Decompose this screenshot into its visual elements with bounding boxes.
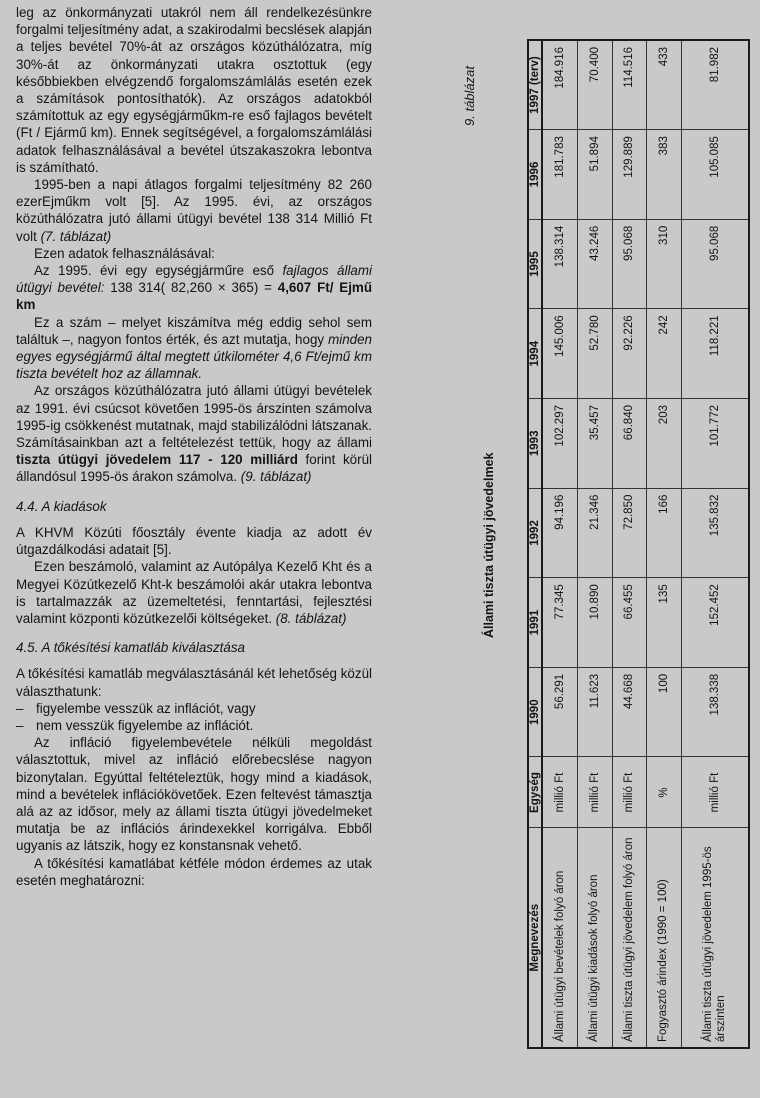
table-cell: 152.452 [681, 578, 749, 668]
column-header-year: 1990 [528, 667, 542, 757]
table-cell: 10.890 [578, 578, 613, 668]
revenue-table [527, 39, 750, 1049]
table-cell: 310 [647, 219, 682, 309]
table-cell: 44.668 [612, 667, 647, 757]
paragraph: leg az önkormányzati utakról nem áll rendelkezésünkre forgalmi teljesítmény adat, a szakirodalmi becslések alapján a teljes bevétel 70%-át az országos közúthálózatra, míg 30%-át az önkormányzati utakra osztottuk (egy későbbiekben elvégzendő forgalomszámlálás esetén ezek a számítások pontosíthatók). Az országos adatokból számítottuk az egy egységjárműkm-re eső fajlagos bevételt (Ft / Ejármű km). Ennek segítségével, a forgalomszámlálási adatok felhasználásával a bevétel útszakaszokra lebontva is számítható. [16, 5, 372, 175]
table-cell: 135 [647, 578, 682, 668]
table-cell: 129.889 [612, 130, 647, 220]
paragraph: A tőkésítési kamatláb megválasztásánál két lehetőség közül választhatunk: [16, 666, 372, 699]
table-row [647, 40, 682, 1048]
table-cell: 77.345 [542, 578, 578, 668]
table-cell: 181.783 [542, 130, 578, 220]
paragraph: Ez a szám – melyet kiszámítva még eddig sehol sem találtuk –, nagyon fontos érték, és azt mutatja, hogy minden egyes egységjármű által megtett útkilométer 4,6 Ft/ejmű km tiszta bevételt hoz az államnak. [16, 314, 372, 382]
table-cell: 166 [647, 488, 682, 578]
table-cell: 102.297 [542, 399, 578, 489]
paragraph: Az országos közúthálózatra jutó állami útügyi bevételek az 1991. évi csúcsot követően 1995-ös árszinten számolva 1995-ig csökkenést mutatnak, majd stabilizálódni látszanak. Számításainkban azt a feltételezést tettük, hogy az állami tiszta útügyi jövedelem 117 - 120 milliárd forint körül állandósul 1995-ös árakon számolva. (9. táblázat) [16, 383, 373, 485]
table-cell: 81.982 [681, 40, 749, 130]
paragraph: A tőkésítési kamatlábat kétféle módon érdemes az utak esetén meghatározni: [16, 855, 372, 888]
table-cell: 433 [647, 40, 682, 130]
section-heading-4-5: 4.5. A tőkésítési kamatláb kiválasztása [16, 640, 245, 656]
column-header-year: 1993 [528, 399, 542, 489]
table-cell: 383 [647, 130, 682, 220]
table-cell: 92.226 [612, 309, 647, 399]
row-unit: % [647, 757, 682, 828]
table-reference: (7. táblázat) [40, 228, 112, 244]
table-cell: 72.850 [612, 488, 647, 578]
row-label: Állami tiszta útügyi jövedelem folyó áron [612, 828, 647, 1048]
column-header-name: Megnevezés [528, 828, 542, 1048]
column-header-year: 1991 [528, 578, 542, 668]
table-cell: 184.916 [542, 40, 578, 130]
paragraph: A KHVM Közúti főosztály évente kiadja az adott év útgazdálkodási adatait [5]. [16, 524, 372, 558]
table-header-row [528, 40, 542, 1048]
rotated-table-wrapper [527, 39, 750, 1049]
row-unit: millió Ft [578, 757, 613, 828]
row-label: Állami útügyi bevételek folyó áron [542, 828, 578, 1048]
paragraph: Ezen adatok felhasználásával: [34, 245, 215, 261]
row-unit: millió Ft [681, 757, 749, 828]
table-cell: 242 [647, 309, 682, 399]
table-cell: 43.246 [578, 219, 613, 309]
table-caption: 9. táblázat [462, 66, 477, 126]
table-cell: 138.314 [542, 219, 578, 309]
column-header-year: 1992 [528, 488, 542, 578]
body-text-column [16, 4, 372, 889]
table-row [578, 40, 613, 1048]
row-unit: millió Ft [542, 757, 578, 828]
list-item: – figyelembe vesszük az inflációt, vagy [16, 700, 372, 717]
column-header-unit: Egység [528, 757, 542, 828]
table-cell: 145.006 [542, 309, 578, 399]
option-list [16, 700, 372, 734]
table-body [542, 40, 749, 1048]
formula-result: 4,607 Ft/ Ejmű km [16, 280, 372, 313]
table-cell: 203 [647, 399, 682, 489]
table-cell: 105.085 [681, 130, 749, 220]
table-title: Állami tiszta útügyi jövedelmek [482, 452, 496, 638]
paragraph: Ezen beszámoló, valamint az Autópálya Kezelő Kht és a Megyei Közútkezelő Kht-k beszámolói akár utakra lebontva is tartalmazzák az üzemeltetési, fenntartási, fejlesztési valamint központi közútkezelői költségeket. (8. táblázat) [16, 559, 372, 626]
table-cell: 94.196 [542, 488, 578, 578]
row-label: Fogyasztó árindex (1990 = 100) [647, 828, 682, 1048]
list-item: – nem vesszük figyelembe az inflációt. [16, 717, 372, 734]
table-cell: 138.338 [681, 667, 749, 757]
table-cell: 11.623 [578, 667, 613, 757]
column-header-year: 1996 [528, 130, 542, 220]
table-row [612, 40, 647, 1048]
table-cell: 66.840 [612, 399, 647, 489]
section-heading-4-4: 4.4. A kiadások [16, 498, 107, 514]
row-unit: millió Ft [612, 757, 647, 828]
table-reference: (9. táblázat) [240, 469, 312, 485]
table-cell: 35.457 [578, 399, 613, 489]
table-cell: 95.068 [681, 219, 749, 309]
table-cell: 135.832 [681, 488, 749, 578]
table-cell: 101.772 [681, 399, 749, 489]
table-cell: 114.516 [612, 40, 647, 130]
paragraph: Az infláció figyelembevétele nélküli megoldást választottuk, mivel az infláció előrebecslése nagyon bizonytalan. Egyúttal feltételeztük, hogy mind a kiadások, mind a bevételek inflációkövetőek. Ezen feltevést támasztja alá az az idősor, mely az állami tiszta útügyi jövedelmeket mutatja be az inflációs árindexekkel korrigálva. Ebből ugyanis az látszik, hogy ez konstansnak vehető. [16, 735, 372, 854]
column-header-year: 1997 (terv) [528, 40, 542, 130]
column-header-year: 1994 [528, 309, 542, 399]
table-cell: 52.780 [578, 309, 613, 399]
table-reference: (8. táblázat) [275, 610, 347, 626]
table-row [681, 40, 749, 1048]
row-label: Állami útügyi kiadások folyó áron [578, 828, 613, 1048]
table-cell: 51.894 [578, 130, 613, 220]
table-cell: 56.291 [542, 667, 578, 757]
column-header-year: 1995 [528, 219, 542, 309]
row-label: Állami tiszta útügyi jövedelem 1995-ös árszinten [681, 828, 749, 1048]
paragraph: 1995-ben a napi átlagos forgalmi teljesítmény 82 260 ezerEjműkm volt [5]. Az 1995. évi, az országos közúthálózatra jutó állami útügyi bevétel 138 314 Millió Ft volt (7. táblázat) [16, 177, 372, 244]
table-cell: 95.068 [612, 219, 647, 309]
table-cell: 118.221 [681, 309, 749, 399]
table-cell: 70.400 [578, 40, 613, 130]
table-cell: 21.346 [578, 488, 613, 578]
table-cell: 66.455 [612, 578, 647, 668]
formula-paragraph: Az 1995. évi egy egységjárműre eső fajlagos állami útügyi bevétel: 138 314( 82,260 × 365) = 4,607 Ft/ Ejmű km [16, 263, 372, 313]
table-row [542, 40, 578, 1048]
table-cell: 100 [647, 667, 682, 757]
